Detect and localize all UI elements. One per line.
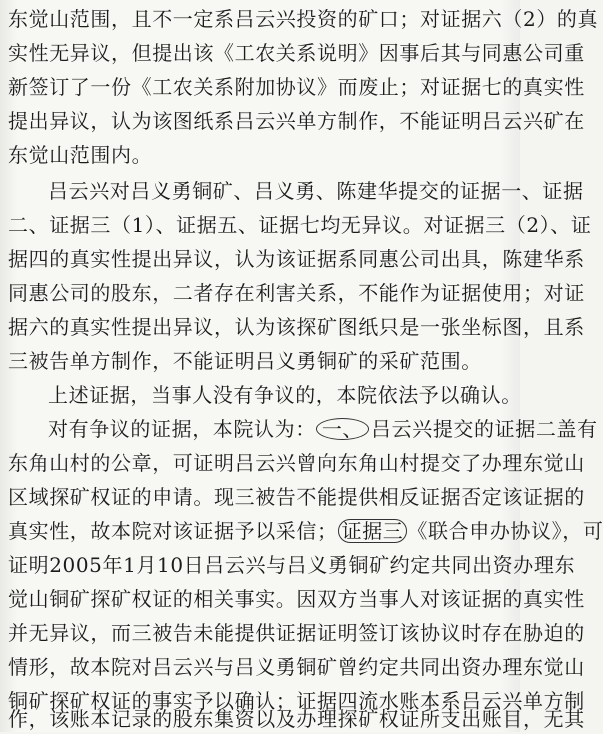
text-segment: 真实性，故本院对该证据予以采信； — [8, 519, 338, 543]
text-line: 据六的真实性提出异议，认为该探矿图纸只是一张坐标图，且系 — [8, 315, 585, 339]
handwritten-circle-mark: 一、 — [316, 418, 369, 440]
text-line: 铜矿探矿权证的事实予以确认；证据四流水账本系吕云兴单方制 — [8, 689, 585, 713]
text-segment: 吕云兴提交的证据二盖有 — [371, 417, 598, 441]
text-line: 据四的真实性提出异议，认为该证据系同惠公司出具，陈建华系 — [8, 247, 585, 271]
text-line: 东觉山范围内。 — [8, 143, 153, 167]
text-line: 实性无异议，但提出该《工农关系说明》因事后其与同惠公司重 — [8, 41, 585, 65]
text-line: 二、证据三（1）、证据五、证据七均无异议。对证据三（2）、证 — [8, 213, 592, 237]
text-line: 提出异议，认为该图纸系吕云兴单方制作，不能证明吕云兴矿在 — [8, 109, 585, 133]
text-line: 东角山村的公章，可证明吕云兴曾向东角山村提交了办理东觉山 — [8, 451, 585, 475]
paragraph-start-line — [48, 414, 598, 444]
text-line: 区域探矿权证的申请。现三被告不能提供相反证据否定该证据的 — [8, 485, 585, 509]
text-line: 情形，故本院对吕云兴与吕义勇铜矿曾约定共同出资办理东觉山 — [8, 655, 585, 679]
paragraph-start-line: 上述证据，当事人没有争议的，本院依法予以确认。 — [48, 383, 522, 407]
handwritten-oval-mark: 证据三 — [338, 519, 408, 543]
text-line — [8, 516, 603, 546]
text-segment: 《联合申办协议》，可 — [407, 519, 603, 543]
text-line: 觉山铜矿探矿权证的相关事实。因双方当事人对该证据的真实性 — [8, 587, 585, 611]
text-segment: 对有争议的证据，本院认为： — [48, 417, 316, 441]
text-line: 同惠公司的股东，二者存在利害关系，不能作为证据使用；对证 — [8, 281, 585, 305]
text-line: 新签订了一份《工农关系附加协议》而废止；对证据七的真实性 — [8, 75, 585, 99]
paragraph-start-line: 吕云兴对吕义勇铜矿、吕义勇、陈建华提交的证据一、证据 — [48, 179, 584, 203]
text-line: 并无异议，而三被告未能提供证据证明签订该协议时存在胁迫的 — [8, 621, 585, 645]
text-line: 三被告单方制作，不能证明吕义勇铜矿的采矿范围。 — [8, 349, 482, 373]
text-line: 证明2005年1月10日吕云兴与吕义勇铜矿约定共同出资办理东 — [8, 553, 576, 577]
text-line: 作，该账本记录的股东集资以及办理探矿权证所支出账目，无其 — [8, 707, 585, 731]
text-line: 东觉山范围，且不一定系吕云兴投资的矿口；对证据六（2）的真 — [8, 7, 599, 31]
